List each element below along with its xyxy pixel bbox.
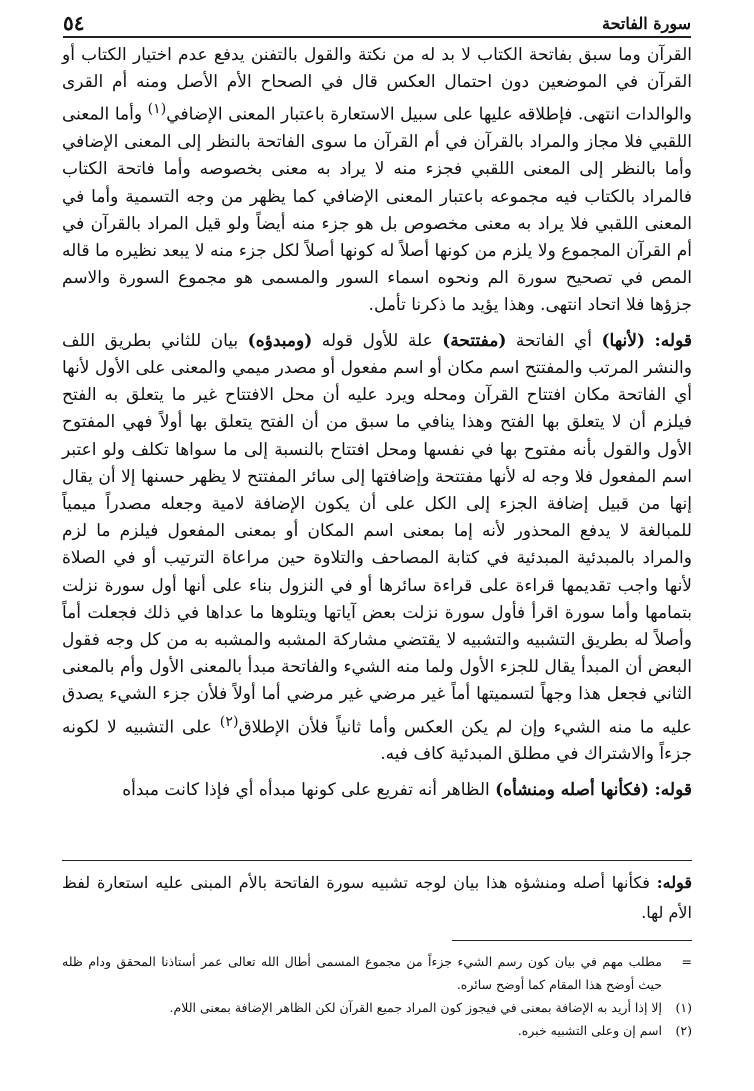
paragraph-1-text-cont: وأما المعنى اللقبي فلا مجاز والمراد بالقرآن في أم القرآن ما سوى الفاتحة بالنظر إلى المعنى الإضافي وأما بالنظر إلى المعنى اللقبي فجزء منه لا يراد به معنى بخصوصه وأما فاتحة الكتاب فالمراد بالكتاب فيه مجموعه باعتبار المعنى الإضافي كما يظهر من وجه التسمية وأما في المعنى اللقبي فلا يراد به معنى مخصوص بل هو جزء منه أيضاً ولو قيل المراد بالقرآن في أم القرآن المجموع ولا يلزم من كونها أصلاً له كونها أصلاً لكل جزء منه لا يبعد نظيره ما قاله المص في تصحيح سورة الم ونحوه اسماء السور والمسمى هو مجموع السورة والاسم جزؤها فلا اتحاد انتهى. وهذا يؤيد ما ذكرنا تأمل. <box>62 105 692 316</box>
paragraph-2-text-d: على التشبيه لا لكونه جزءاً والاشتراك في مطلق المبدئية كاف فيه. <box>62 717 692 765</box>
footnote-2 <box>62 1019 692 1042</box>
surah-title: سورة الفاتحة <box>602 14 691 33</box>
footnote-ref-2: (٢) <box>219 713 239 730</box>
footnote-continuation <box>62 950 692 996</box>
margin-note <box>62 868 692 928</box>
footnotes <box>62 950 692 1042</box>
quoted-phrase-4: (فكأنها أصله ومنشأه) <box>495 779 650 800</box>
margin-note-label: قوله: <box>656 873 692 892</box>
footnote-mark: (١) <box>675 1000 692 1015</box>
footnote-mark: (٢) <box>675 1023 692 1038</box>
paragraph-1 <box>62 42 692 320</box>
commentary-label: قوله: <box>654 779 692 800</box>
commentary-label: قوله: <box>654 330 692 351</box>
footnote-1 <box>62 996 692 1019</box>
footnote-divider <box>452 940 692 941</box>
paragraph-2-text-a: أي الفاتحة <box>506 330 602 351</box>
section-divider <box>62 860 692 861</box>
paragraph-2-text-c: بيان للثاني بطريق اللف والنشر المرتب والمفتتح اسم مكان أو اسم مفعول أو مصدر ميمي والمعنى على الأول لأنها أي الفاتحة مكان افتتاح القرآن ومحله ويرد عليه أن محل الافتتاح غير ما يتعلق به الفتح فيلزم أن لا يتعلق بها الفتح وهذا ينافي ما سبق من أن الفتح يتعلق بها أولاً فهي المفتوح الأول والقول بأنه مفتوح بها في نفسها ومحل افتتاح بالنسبة إلى ما سواها تكلف ولو اعتبر اسم المفعول فلا وجه له لأنها مفتتحة وإضافتها إلى سائر المفتتح لا يظهر حسنها إلا أن يقال إنها من قبيل إضافة الجزء إلى الكل على أن يكون الإضافة لامية وجعله مصدراً ميمياً للمبالغة لا يدفع المحذور لأنه إما بمعنى اسم المكان أو بمعنى المفعول فيلزم ما لزم والمراد بالمبدئية المبدئية في كتابة المصاحف والتلاوة حين مراعاة الترتيب أو في الصلاة لأنها واجب تقديمها قراءة على قراءة سائرها أو في النزول بناء على أنها أول سورة نزلت بتمامها وأما سورة اقرأ فأول سورة نزلت بعض آياتها ويتلوها ما عداها في ذلك فجعلت أماً وأصلاً له بطريق التشبيه والتشبيه لا يقتضي مشاركة المشبه والمشبه به من كل وجه فقول البعض أن المبدأ يقال للجزء الأول ولما منه الشيء والفاتحة مبدأ بالمعنى الأول وأم بالمعنى الثاني فجعل هذا وجهاً لتسميتها أماً غير مرضي غير مرضي أما أولاً فلأن جزء الشيء يصدق عليه ما منه الشيء وإن لم يكن العكس وأما ثانياً فلأن الإطلاق <box>62 330 692 738</box>
footnote-text: إلا إذا أريد به الإضافة بمعنى في فيجوز كون المراد جميع القرآن لكن الظاهر الإضافة بمعنى اللام. <box>169 1000 662 1015</box>
footnote-ref-1: (١) <box>147 101 167 118</box>
quoted-phrase-3: (ومبدؤه) <box>247 330 313 351</box>
quoted-phrase-2: (مفتتحة) <box>442 330 507 351</box>
footnote-text: اسم إن وعلى التشبيه خبره. <box>517 1023 662 1038</box>
margin-note-paragraph <box>62 868 692 928</box>
paragraph-3-text: الظاهر أنه تفريع على كونها مبدأه أي فإذا كانت مبدأه <box>122 779 496 800</box>
paragraph-2-text-b: علة للأول قوله <box>312 330 443 351</box>
paragraph-1-text: القرآن وما سبق بفاتحة الكتاب لا بد له من نكتة والقول بالتفنن يدفع عدم اختيار الكتاب أو القرآن في الموضعين دون احتمال العكس قال في الصحاح الأم الأصل ومنه أم القرى والوالدات انتهى. فإطلاقه عليها على سبيل الاستعارة باعتبار المعنى الإضافي <box>62 45 692 126</box>
margin-note-text: فكأنها أصله ومنشؤه هذا بيان لوجه تشبيه سورة الفاتحة بالأم المبنى عليه استعارة لفظ الأم لها. <box>62 873 692 922</box>
paragraph-3 <box>62 777 692 804</box>
quoted-phrase-1: (لأنها) <box>601 330 645 351</box>
running-header <box>63 10 691 38</box>
main-text <box>62 42 692 804</box>
page-number: ٥٤ <box>63 11 85 35</box>
footnote-mark: = <box>681 954 692 969</box>
footnote-text: مطلب مهم في بيان كون رسم الشيء جزءاً من مجموع المسمى أطال الله تعالى عمر أستاذنا المحقق ودام ظله حيث أوضح هذا المقام كما أوضح سائره. <box>62 954 662 992</box>
paragraph-2 <box>62 328 692 769</box>
